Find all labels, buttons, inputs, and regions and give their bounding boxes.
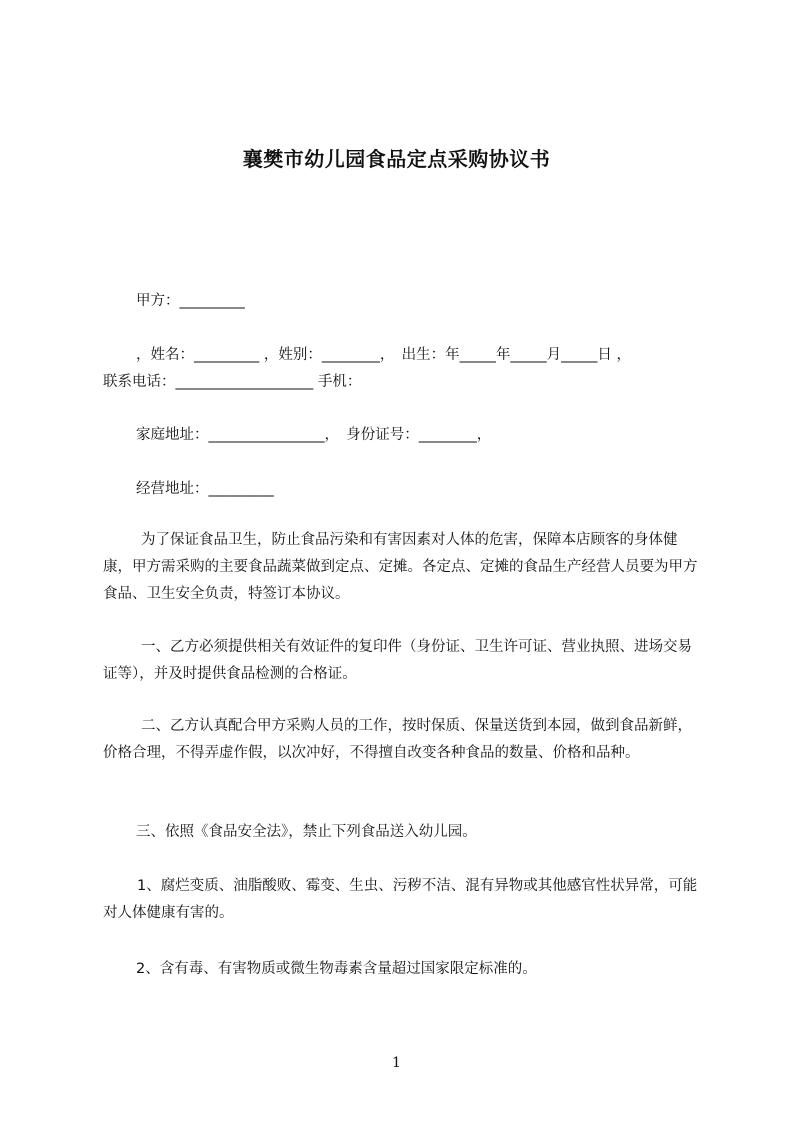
page-number: 1 bbox=[392, 1055, 401, 1071]
home-address-line: 家庭地址：________________， 身份证号：________， bbox=[136, 427, 492, 443]
phone-line: 联系电话：___________________ 手机： bbox=[103, 374, 362, 390]
intro-paragraph: 为了保证食品卫生，防止食品污染和有害因素对人体的危害，保障本店顾客的身体健康，甲方需采购的主要食品蔬菜做到定点、定摊。各定点、定摊的食品生产经营人员要为甲方食品、卫生安全负责，特签订本协议。 bbox=[103, 532, 698, 602]
personal-info-line: ，姓名：_________ ，姓别：________， 出生：年_____年_____月_____日 ， bbox=[136, 347, 631, 363]
clause-3-line: 三、依照《食品安全法》，禁止下列食品送入幼儿园。 bbox=[136, 824, 477, 840]
party-a-line: 甲方：_________ bbox=[136, 293, 245, 309]
clause-2-paragraph: 二、乙方认真配合甲方采购人员的工作，按时保质、保量送货到本园，做到食品新鲜，价格合理，不得弄虚作假，以次冲好，不得擅自改变各种食品的数量、价格和品种。 bbox=[103, 718, 692, 761]
item-2-line: 2、含有毒、有害物质或微生物毒素含量超过国家限定标准的。 bbox=[136, 961, 537, 977]
clause-1-paragraph: 一、乙方必须提供相关有效证件的复印件（身份证、卫生许可证、营业执照、进场交易证等），并及时提供食品检测的合格证。 bbox=[103, 639, 692, 682]
business-address-line: 经营地址：_________ bbox=[136, 481, 274, 497]
item-1-paragraph: 1、腐烂变质、油脂酸败、霉变、生虫、污秽不洁、混有异物或其他感官性状异常，可能对人体健康有害的。 bbox=[103, 878, 698, 921]
document-title: 襄樊市幼儿园食品定点采购协议书 bbox=[242, 147, 551, 171]
